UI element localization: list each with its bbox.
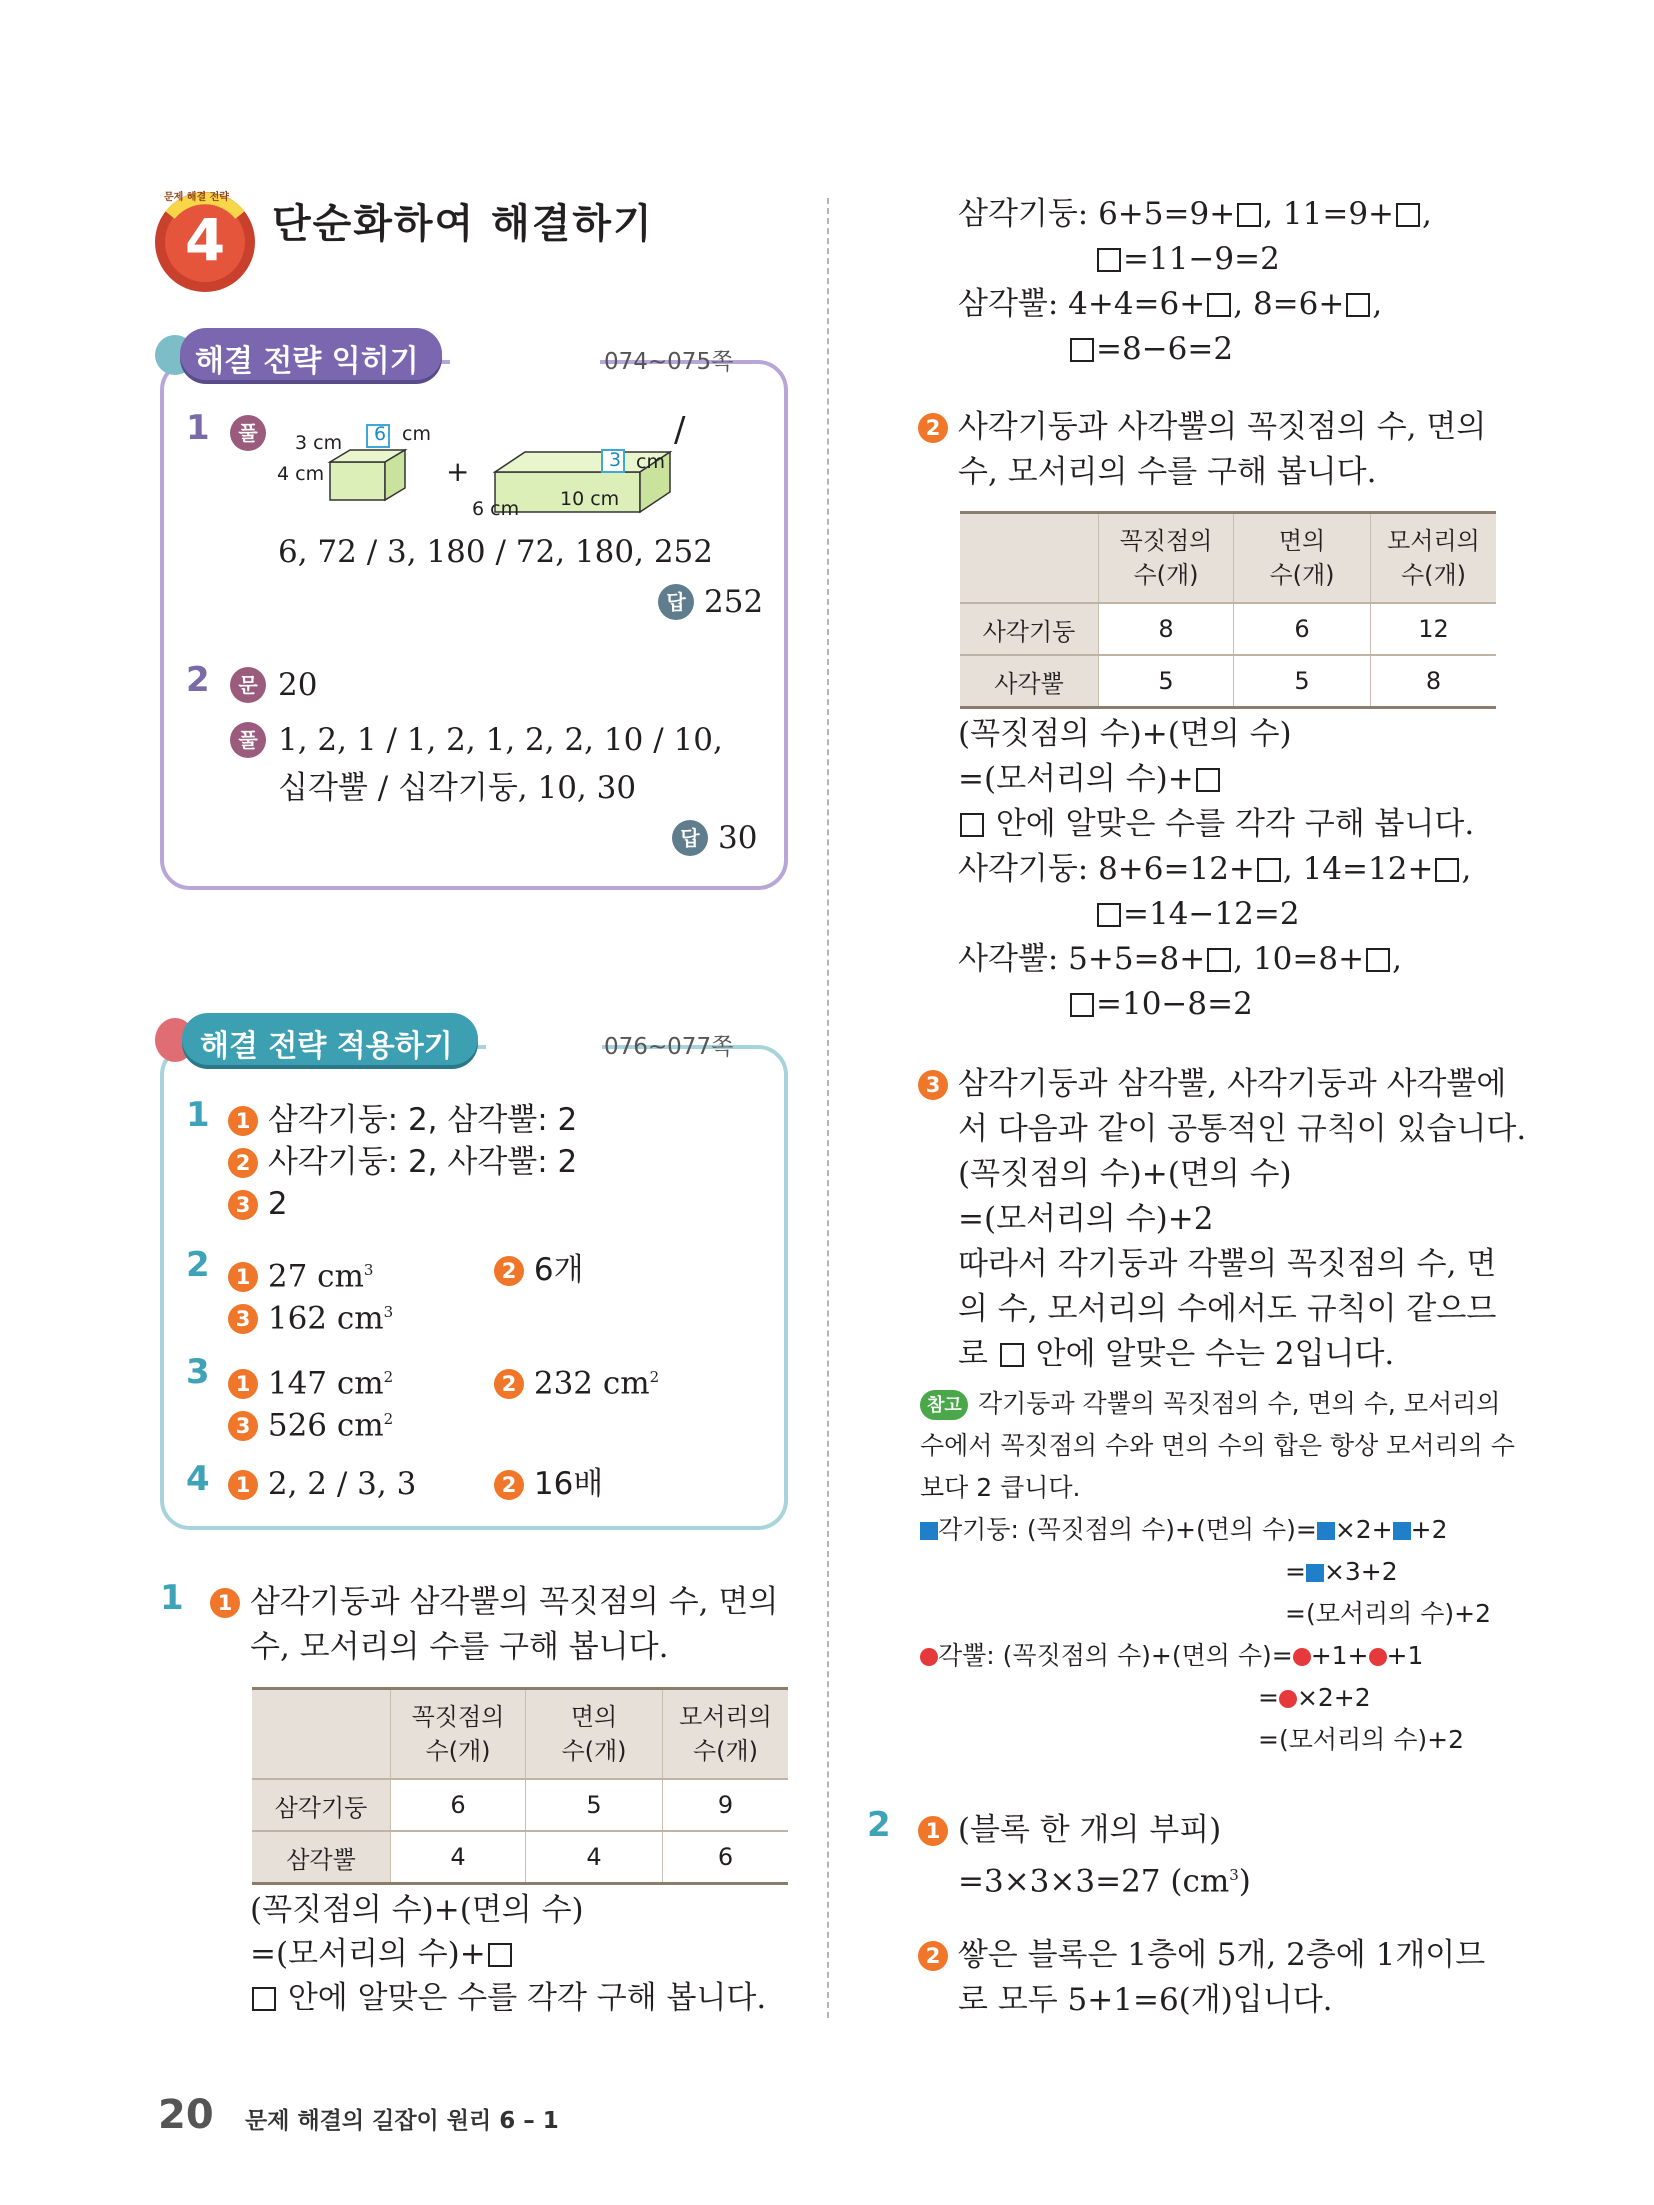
prism-formula-2: = ×3+2 xyxy=(1285,1557,1398,1586)
section-tab-2-label: 해결 전략 적용하기 xyxy=(200,1029,453,1064)
col2-b6: 사각뿔: 5+5=8+ , 10=8+ , xyxy=(958,941,1402,977)
col2-b-intro-1: 2 사각기둥과 사각뿔의 꼭짓점의 수, 면의 xyxy=(918,405,1486,449)
col2-c6: 의 수, 모서리의 수에서도 규칙이 같으므 xyxy=(958,1291,1497,1327)
apply-3-a: 1 147 $cm^2$ xyxy=(228,1355,393,1405)
page-range-2: 076~077쪽 xyxy=(604,1034,734,1060)
badge-arc-label: 문제 해결 전략 xyxy=(164,192,229,203)
circle-icon xyxy=(1279,1690,1297,1708)
column-divider xyxy=(827,198,829,2018)
col2-a2: =11−9=2 xyxy=(1095,237,1280,281)
fig-plus: + xyxy=(446,455,470,488)
col2-b1: (꼭짓점의 수)+(면의 수) xyxy=(958,716,1292,752)
explanation-2-number: 2 xyxy=(867,1805,891,1845)
table-row: 삼각기둥 6 5 9 xyxy=(252,1779,788,1831)
col2-a4: =8−6=2 xyxy=(1068,327,1233,371)
apply-4-number: 4 xyxy=(186,1459,210,1499)
square-icon xyxy=(1317,1522,1335,1540)
answer-tag-2: 답 xyxy=(672,820,708,856)
col2-p2-b2: 로 모두 5+1=6(개)입니다. xyxy=(958,1982,1333,2018)
col2-b-intro-2: 수, 모서리의 수를 구해 봅니다. xyxy=(958,454,1377,490)
sol-tag-1: 풀 xyxy=(230,415,266,451)
square-icon xyxy=(920,1522,938,1540)
col2-p2-b1: 2 쌓은 블록은 1층에 5개, 2층에 1개이므 xyxy=(918,1933,1485,1977)
exp1-formula-3: 안에 알맞은 수를 각각 구해 봅니다. xyxy=(250,1976,766,2020)
page-range-1: 074~075쪽 xyxy=(604,349,734,375)
problem-2-solution-line-2: 십각뿔 / 십각기둥, 10, 30 xyxy=(278,770,637,806)
circle-icon xyxy=(1293,1648,1311,1666)
pyramid-formula-1: 각뿔: (꼭짓점의 수)+(면의 수)= +1+ +1 xyxy=(920,1638,1423,1674)
reference-tag-label: 참고 xyxy=(927,1395,962,1416)
fig-slash: / xyxy=(674,410,686,450)
ref-line-2: 수에서 꼭짓점의 수와 면의 수의 합은 항상 모서리의 수 xyxy=(920,1431,1515,1460)
col2-p2-a1: 1 (블록 한 개의 부피) xyxy=(918,1808,1221,1852)
exp1-intro-2: 수, 모서리의 수를 구해 봅니다. xyxy=(250,1629,669,1665)
chapter-title: 단순화하여 해결하기 xyxy=(272,201,654,247)
ref-line-1: 각기둥과 각뿔의 꼭짓점의 수, 면의 수, 모서리의 xyxy=(978,1389,1501,1418)
col2-b5: =14−12=2 xyxy=(1095,892,1300,936)
exp1-formula-2: =(모서리의 수)+ xyxy=(250,1932,514,1976)
circle-icon xyxy=(1369,1648,1387,1666)
fig-label-e: 3 xyxy=(609,449,622,471)
col2-b7: =10−8=2 xyxy=(1068,982,1253,1026)
col2-c4: =(모서리의 수)+2 xyxy=(958,1201,1214,1237)
fig-label-d: 4 cm xyxy=(277,463,325,485)
apply-1-a: 1 삼각기둥: 2, 삼각뿔: 2 xyxy=(228,1098,577,1142)
table-row: 사각뿔 5 5 8 xyxy=(960,655,1496,708)
apply-2-b: 2 6개 xyxy=(494,1248,584,1292)
question-tag-2: 문 xyxy=(230,667,266,703)
answer-1: 252 xyxy=(704,584,764,620)
chapter-number: 4 xyxy=(184,206,226,274)
section-tab-1-label: 해결 전략 익히기 xyxy=(195,344,419,379)
answer-2: 30 xyxy=(718,820,758,856)
col2-c5: 따라서 각기둥과 각뿔의 꼭짓점의 수, 면 xyxy=(958,1246,1497,1282)
table-square: 꼭짓점의 수(개) 면의 수(개) 모서리의 수(개) 사각기둥 8 6 12 사각뿔 5 5 8 xyxy=(960,511,1496,709)
square-icon xyxy=(1306,1564,1324,1582)
prism-formula-3: =(모서리의 수)+2 xyxy=(1285,1599,1492,1628)
problem-1-solution: 6, 72 / 3, 180 / 72, 180, 252 xyxy=(278,534,713,570)
table-row: 삼각뿔 4 4 6 xyxy=(252,1831,788,1884)
col2-c1: 3 삼각기둥과 삼각뿔, 사각기둥과 사각뿔에 xyxy=(918,1062,1506,1106)
circle-icon xyxy=(920,1648,938,1666)
apply-2-a: 1 27 $cm^3$ xyxy=(228,1248,373,1298)
apply-2-number: 2 xyxy=(186,1245,210,1285)
page-number: 20 xyxy=(158,2092,214,2138)
problem-2-number: 2 xyxy=(186,660,210,700)
col2-b2: =(모서리의 수)+ xyxy=(958,757,1222,801)
table-row: 사각기둥 8 6 12 xyxy=(960,603,1496,655)
apply-1-b: 2 사각기둥: 2, 사각뿔: 2 xyxy=(228,1140,577,1184)
square-icon xyxy=(1393,1522,1411,1540)
book-title: 문제 해결의 길잡이 원리 6 – 1 xyxy=(245,2108,559,2134)
col2-a1: 삼각기둥: 6+5=9+ , 11=9+ , xyxy=(958,196,1432,232)
sol-tag-2: 풀 xyxy=(230,722,266,758)
apply-2-c: 3 162 $cm^3$ xyxy=(228,1290,393,1340)
question-2-value: 20 xyxy=(278,667,318,703)
ref-line-3: 보다 2 큽니다. xyxy=(920,1473,1081,1502)
col2-b4: 사각기둥: 8+6=12+ , 14=12+ , xyxy=(958,851,1472,887)
table-triangular: 꼭짓점의 수(개) 면의 수(개) 모서리의 수(개) 삼각기둥 6 5 9 삼각뿔 4 4 6 xyxy=(252,1687,788,1885)
fig-label-g: 6 cm xyxy=(472,498,520,520)
apply-4-a: 1 2, 2 / 3, 3 xyxy=(228,1462,416,1506)
pyramid-formula-2: = ×2+2 xyxy=(1258,1683,1371,1712)
fig-label-h: 10 cm xyxy=(560,488,620,510)
apply-1-c: 3 2 xyxy=(228,1182,288,1226)
exp1-intro-1: 1 삼각기둥과 삼각뿔의 꼭짓점의 수, 면의 xyxy=(210,1580,778,1624)
apply-1-number: 1 xyxy=(186,1095,210,1135)
prism-formula-1: 각기둥: (꼭짓점의 수)+(면의 수)= ×2+ +2 xyxy=(920,1512,1448,1548)
col2-c2: 서 다음과 같이 공통적인 규칙이 있습니다. xyxy=(958,1111,1527,1147)
fig-label-f: cm xyxy=(636,451,665,473)
exp1-formula-1: (꼭짓점의 수)+(면의 수) xyxy=(250,1892,584,1928)
apply-3-number: 3 xyxy=(186,1352,210,1392)
answer-tag-1: 답 xyxy=(658,584,694,620)
explanation-1-number: 1 xyxy=(160,1578,184,1618)
col2-b3: 안에 알맞은 수를 각각 구해 봅니다. xyxy=(958,802,1474,846)
apply-4-b: 2 16배 xyxy=(494,1462,603,1506)
col2-p2-a2: =3×3×3=27 $(cm^3)$ xyxy=(958,1863,1251,1900)
fig-label-a: 3 cm xyxy=(295,432,343,454)
fig-label-b: 6 xyxy=(374,423,387,445)
problem-2-solution-line-1: 1, 2, 1 / 1, 2, 1, 2, 2, 10 / 10, xyxy=(278,722,723,758)
col2-c3: (꼭짓점의 수)+(면의 수) xyxy=(958,1156,1292,1192)
apply-3-b: 2 232 $cm^2$ xyxy=(494,1355,659,1405)
apply-3-c: 3 526 $cm^2$ xyxy=(228,1397,393,1447)
box2-cover xyxy=(486,1035,602,1055)
col2-c7: 로 안에 알맞은 수는 2입니다. xyxy=(958,1336,1395,1372)
problem-1-number: 1 xyxy=(186,408,210,448)
box1-cover xyxy=(450,350,600,370)
col2-a3: 삼각뿔: 4+4=6+ , 8=6+ , xyxy=(958,286,1383,322)
pyramid-formula-3: =(모서리의 수)+2 xyxy=(1258,1725,1465,1754)
fig-label-c: cm xyxy=(402,423,431,445)
